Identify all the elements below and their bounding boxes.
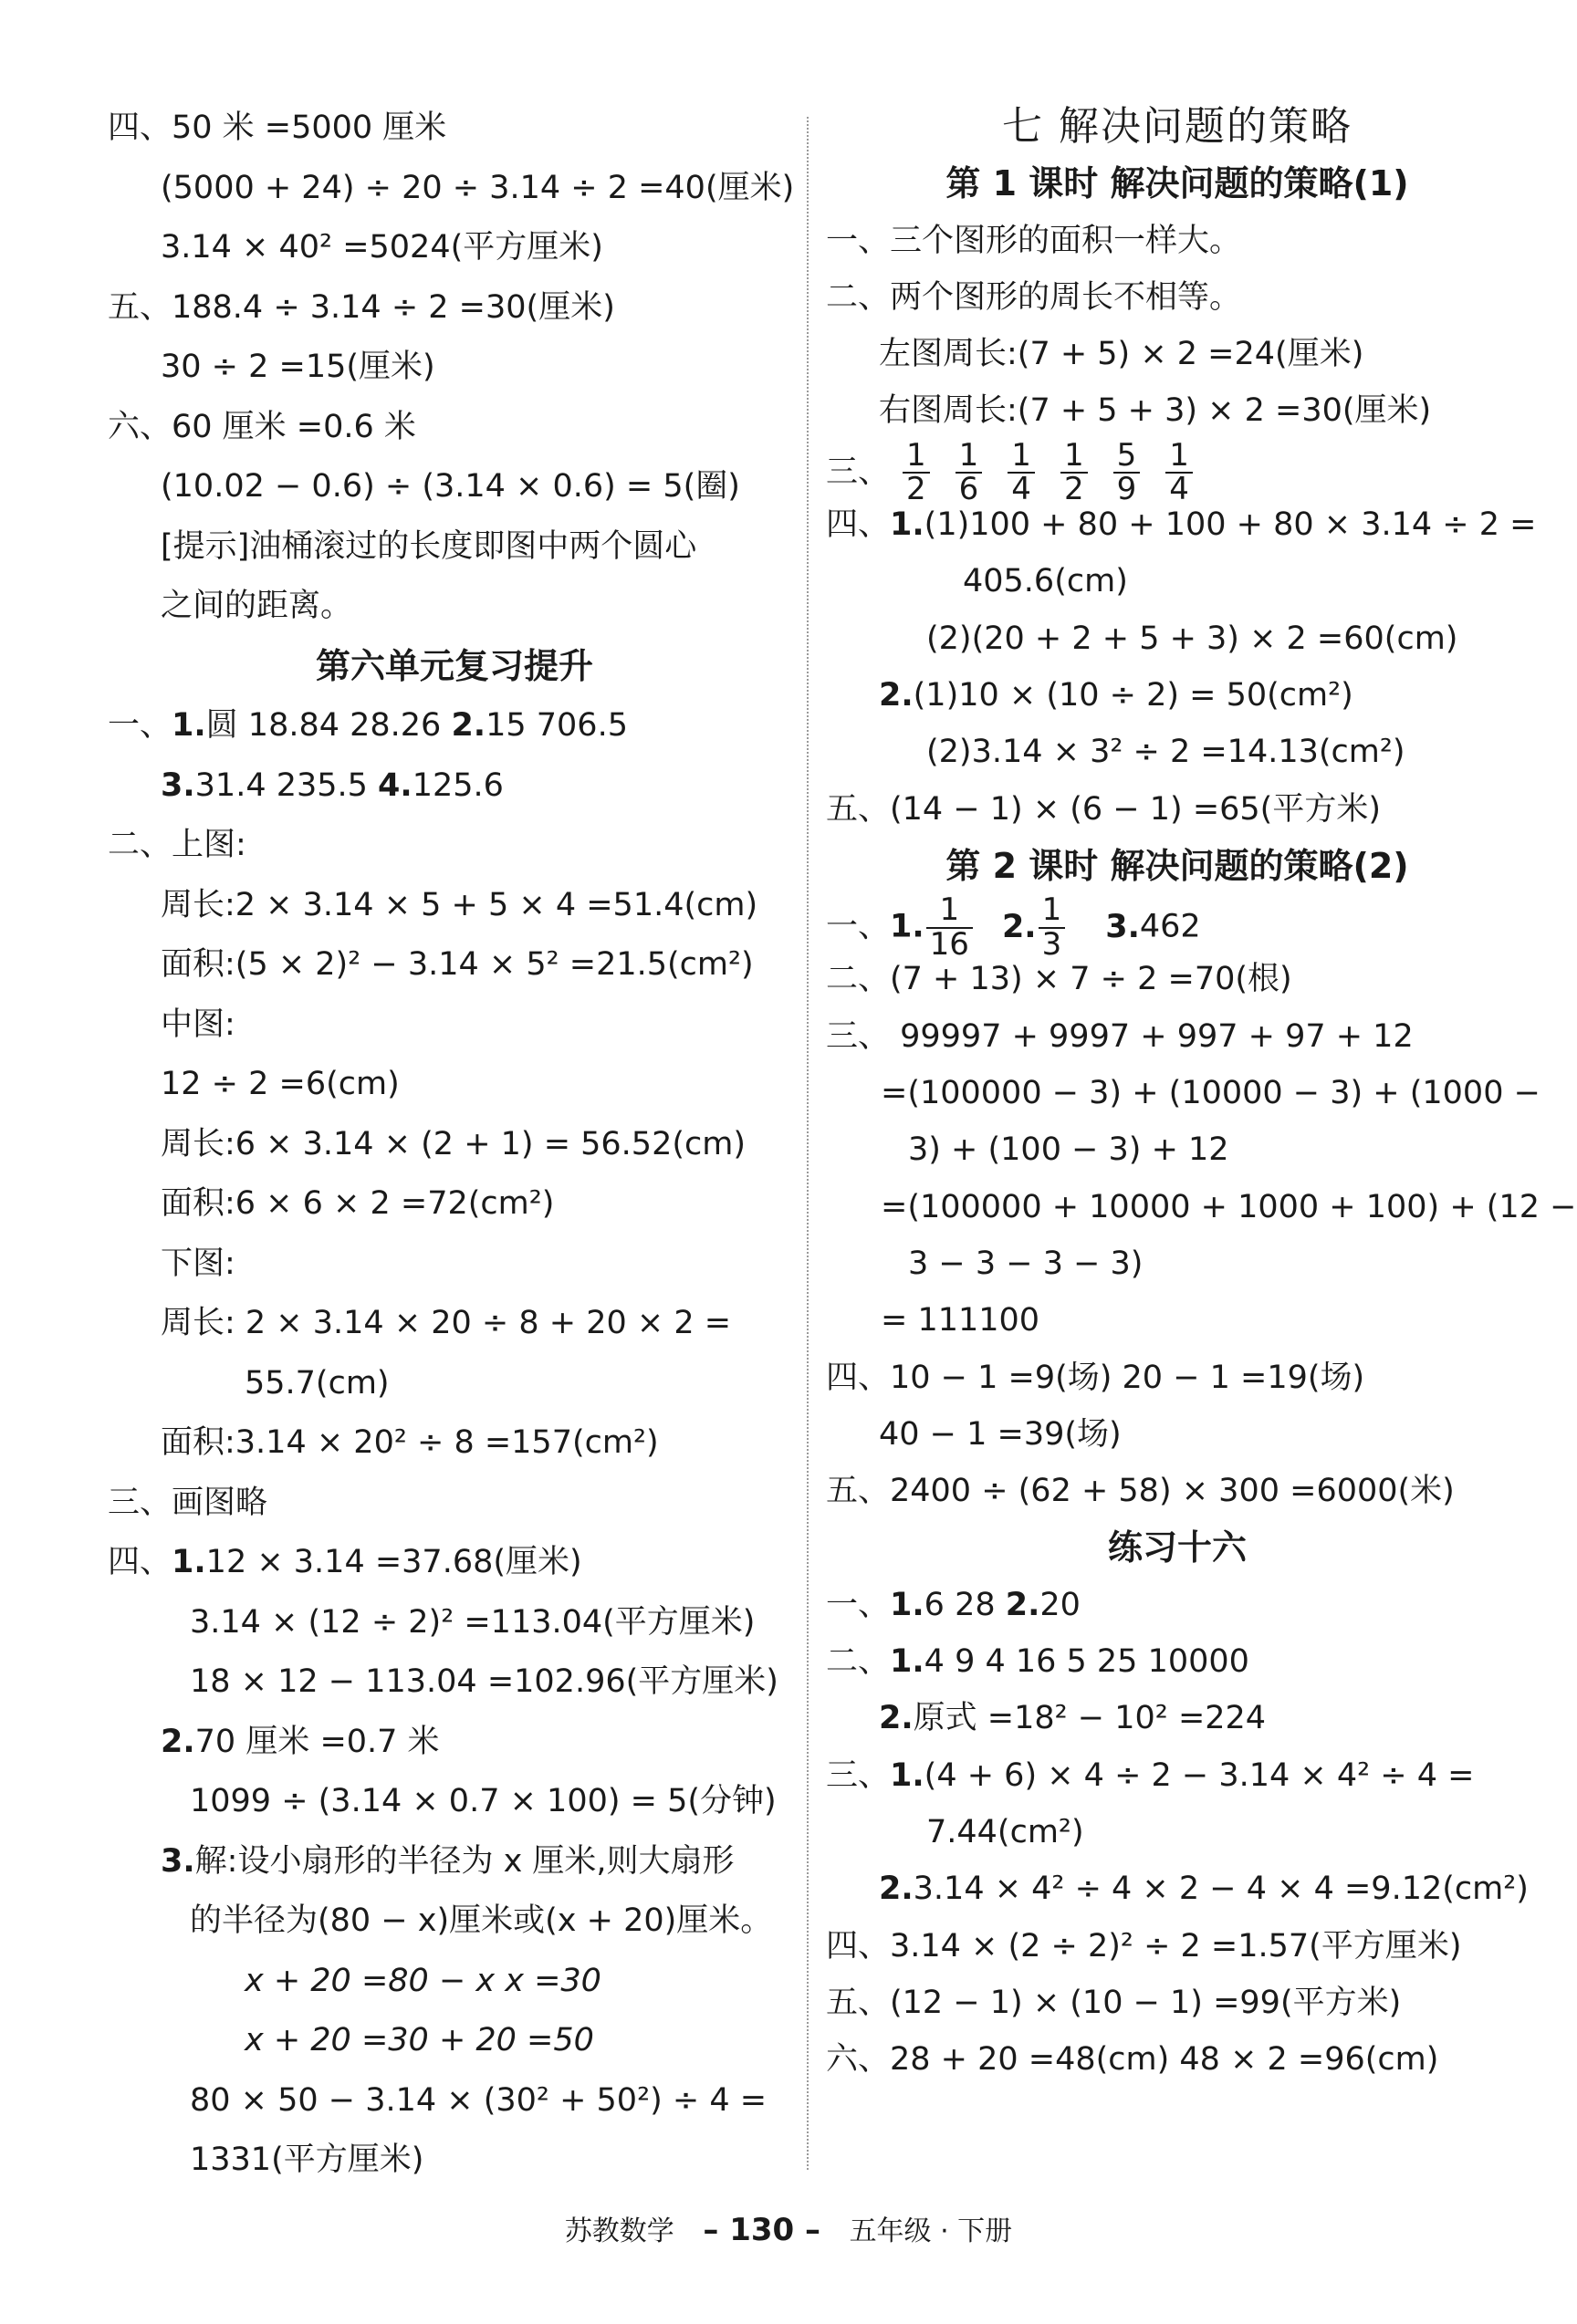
item-text: 3.14 × 4² ÷ 4 × 2 − 4 × 4 =9.12(cm²) (913, 1871, 1529, 1908)
denominator: 4 (1011, 471, 1031, 508)
answer-line: 一、三个图形的面积一样大。 (826, 222, 1242, 259)
item-label: 一、 (108, 707, 172, 744)
denominator: 6 (958, 471, 979, 508)
item-text: 圆 18.84 28.26 (205, 707, 452, 744)
numerator: 5 (1113, 440, 1141, 474)
item-label: 四、 (108, 1544, 172, 1580)
item-number: 1. (890, 1643, 924, 1681)
denominator: 2 (906, 471, 926, 508)
item-text: 12 × 3.14 =37.68(厘米) (205, 1544, 582, 1580)
right-column (826, 99, 1577, 2088)
item-text: 20 (1039, 1586, 1081, 1623)
hint-line: 之间的距离。 (161, 588, 353, 624)
answer-line: 1099 ÷ (3.14 × 0.7 × 100) = 5(分钟) (190, 1783, 777, 1819)
answer-line (108, 1832, 801, 1892)
item-number: 1. (890, 1756, 924, 1794)
answer-line: 四、3.14 × (2 ÷ 2)² ÷ 2 =1.57(平方厘米) (826, 1927, 1462, 1964)
answer-line: 面积:(5 × 2)² − 3.14 × 5² =21.5(cm²) (161, 946, 754, 983)
answer-line: = 111100 (881, 1302, 1040, 1339)
answer-line: (10.02 − 0.6) ÷ (3.14 × 0.6) = 5(圈) (161, 468, 740, 505)
item-number: 3. (161, 1842, 195, 1880)
item-label: 二、 (826, 1643, 891, 1681)
item-text: (1)10 × (10 ÷ 2) = 50(cm²) (913, 676, 1353, 714)
item-text: 4 9 4 16 5 25 10000 (924, 1643, 1249, 1681)
item-number: 2. (161, 1723, 195, 1760)
numerator: 1 (956, 440, 983, 474)
item-number: 2. (1005, 1586, 1040, 1623)
answer-line: 3 − 3 − 3 − 3) (908, 1245, 1144, 1282)
answer-line: 面积:6 × 6 × 2 =72(cm²) (161, 1185, 555, 1222)
numerator: 1 (1039, 894, 1066, 929)
answer-line: 1331(平方厘米) (190, 2142, 424, 2178)
numerator: 1 (1165, 440, 1193, 474)
answer-line: 三、画图略 (108, 1484, 268, 1521)
answer-line: x + 20 =80 − x x =30 (245, 1962, 601, 1999)
answer-line (826, 496, 1537, 553)
answer-line: 405.6(cm) (963, 563, 1128, 600)
answer-line: 40 − 1 =39(场) (879, 1415, 1122, 1453)
answer-line (108, 1713, 801, 1773)
section-heading: 第六单元复习提升 (315, 645, 593, 686)
answer-line: 的半径为(80 − x)厘米或(x + 20)厘米。 (190, 1902, 773, 1939)
lesson-heading: 第 1 课时 解决问题的策略(1) (945, 163, 1409, 204)
item-text: 原式 =18² − 10² =224 (913, 1700, 1267, 1737)
answer-line (108, 696, 801, 756)
answer-line: (5000 + 24) ÷ 20 ÷ 3.14 ÷ 2 =40(厘米) (161, 169, 795, 206)
numerator: 1 (903, 440, 930, 474)
item-number: 1. (172, 1544, 206, 1580)
item-number: 1. (890, 506, 924, 544)
answer-line: x + 20 =30 + 20 =50 (245, 2022, 594, 2058)
answer-line: 12 ÷ 2 =6(cm) (161, 1066, 400, 1102)
item-label: 一、 (826, 908, 891, 945)
chapter-title: 七 解决问题的策略 (1002, 103, 1352, 150)
answer-line: =(100000 − 3) + (10000 − 3) + (1000 − (881, 1075, 1540, 1112)
answer-line: 二、(7 + 13) × 7 ÷ 2 =70(根) (826, 961, 1292, 998)
item-label: 四、 (826, 506, 891, 544)
answer-line: 18 × 12 − 113.04 =102.96(平方厘米) (190, 1663, 778, 1700)
item-number: 1. (890, 1586, 924, 1623)
item-number: 2. (879, 1700, 914, 1737)
answer-line: 周长:2 × 3.14 × 5 + 5 × 4 =51.4(cm) (161, 886, 758, 923)
footer-subject: 苏教数学 (564, 2215, 674, 2247)
page-number: – 130 – (703, 2212, 821, 2248)
item-number: 2. (879, 676, 914, 714)
answer-line: 左图周长:(7 + 5) × 2 =24(厘米) (879, 336, 1364, 373)
item-text: (4 + 6) × 4 ÷ 2 − 3.14 × 4² ÷ 4 = (924, 1756, 1475, 1794)
denominator: 3 (1041, 925, 1062, 963)
answer-line (826, 1633, 1529, 1690)
item-number: 3. (1105, 908, 1140, 945)
lesson-heading: 练习十六 (1107, 1527, 1247, 1568)
item-text: (1)100 + 80 + 100 + 80 × 3.14 ÷ 2 = (924, 506, 1537, 544)
answer-line: 五、(12 − 1) × (10 − 1) =99(平方米) (826, 1984, 1402, 2021)
answer-line: 7.44(cm²) (926, 1813, 1084, 1850)
answer-line: 五、2400 ÷ (62 + 58) × 300 =6000(米) (826, 1473, 1455, 1510)
item-number: 2. (879, 1871, 914, 1908)
denominator: 9 (1116, 471, 1137, 508)
hint-line: [提示]油桶滚过的长度即图中两个圆心 (161, 527, 697, 565)
item-label: 三、 (826, 453, 891, 491)
answer-line: (2)(20 + 2 + 5 + 3) × 2 =60(cm) (926, 620, 1458, 657)
answer-line: 55.7(cm) (245, 1364, 390, 1402)
lesson-heading: 第 2 课时 解决问题的策略(2) (945, 845, 1409, 886)
left-column (108, 99, 801, 2191)
answer-line: 周长:6 × 3.14 × (2 + 1) = 56.52(cm) (161, 1125, 746, 1162)
answer-line: 周长: 2 × 3.14 × 20 ÷ 8 + 20 × 2 = (161, 1305, 732, 1341)
answer-line (826, 1690, 1529, 1746)
denominator: 16 (929, 925, 969, 963)
item-number: 2. (451, 707, 486, 744)
answer-line: 3.14 × 40² =5024(平方厘米) (161, 229, 603, 266)
answer-line (826, 1747, 1529, 1804)
item-text: 125.6 (412, 766, 504, 804)
item-text: 70 厘米 =0.7 米 (194, 1723, 440, 1760)
page-footer (0, 2208, 1577, 2248)
denominator: 2 (1063, 471, 1084, 508)
footer-grade: 五年级 · 下册 (849, 2215, 1013, 2247)
answer-line (826, 1860, 1529, 1917)
answer-line: 五、(14 − 1) × (6 − 1) =65(平方米) (826, 790, 1381, 828)
item-number: 2. (1001, 908, 1037, 945)
answer-line: 3) + (100 − 3) + 12 (908, 1131, 1229, 1169)
denominator: 4 (1169, 471, 1189, 508)
fraction-answer-line (826, 436, 1529, 508)
item-number: 1. (890, 908, 924, 945)
answer-line: (2)3.14 × 3² ÷ 2 =14.13(cm²) (926, 734, 1405, 771)
answer-line: 右图周长:(7 + 5 + 3) × 2 =30(厘米) (879, 392, 1432, 430)
answer-line (108, 756, 801, 817)
answer-line: 四、10 − 1 =9(场) 20 − 1 =19(场) (826, 1359, 1365, 1396)
answer-line: 六、60 厘米 =0.6 米 (108, 408, 416, 445)
answer-line: 五、188.4 ÷ 3.14 ÷ 2 =30(厘米) (108, 288, 615, 326)
answer-line: 三、 99997 + 9997 + 997 + 97 + 12 (826, 1017, 1414, 1055)
numerator: 1 (1060, 440, 1088, 474)
item-text: 15 706.5 (486, 707, 628, 744)
item-number: 1. (172, 707, 206, 744)
column-divider (807, 117, 809, 2170)
item-label: 三、 (826, 1756, 891, 1794)
answer-line: 二、上图: (108, 827, 246, 863)
answer-line: 二、两个图形的周长不相等。 (826, 278, 1242, 316)
answer-line: 30 ÷ 2 =15(厘米) (161, 349, 435, 385)
answer-line: 3.14 × (12 ÷ 2)² =113.04(平方厘米) (190, 1603, 756, 1641)
answer-line (826, 667, 1529, 724)
item-label: 一、 (826, 1586, 891, 1623)
item-text: 31.4 235.5 (194, 766, 379, 804)
answer-line: 面积:3.14 × 20² ÷ 8 =157(cm²) (161, 1424, 659, 1461)
answer-line: =(100000 + 10000 + 1000 + 100) + (12 − (881, 1188, 1577, 1225)
numerator: 1 (926, 894, 973, 929)
numerator: 1 (1008, 440, 1035, 474)
item-text: 462 (1139, 908, 1201, 945)
item-text: 6 28 (924, 1586, 1006, 1623)
item-number: 4. (378, 766, 413, 804)
answer-line: 下图: (161, 1245, 235, 1282)
answer-line: 中图: (161, 1006, 235, 1043)
answer-line: 四、50 米 =5000 厘米 (108, 109, 447, 146)
answer-line: 80 × 50 − 3.14 × (30² + 50²) ÷ 4 = (190, 2081, 768, 2119)
answer-line (108, 1533, 801, 1593)
item-text: 解:设小扇形的半径为 x 厘米,则大扇形 (194, 1842, 735, 1880)
answer-line: 六、28 + 20 =48(cm) 48 × 2 =96(cm) (826, 2041, 1439, 2079)
item-number: 3. (161, 766, 195, 804)
answer-line (826, 1577, 1529, 1633)
fraction-answer-line (826, 891, 1529, 963)
